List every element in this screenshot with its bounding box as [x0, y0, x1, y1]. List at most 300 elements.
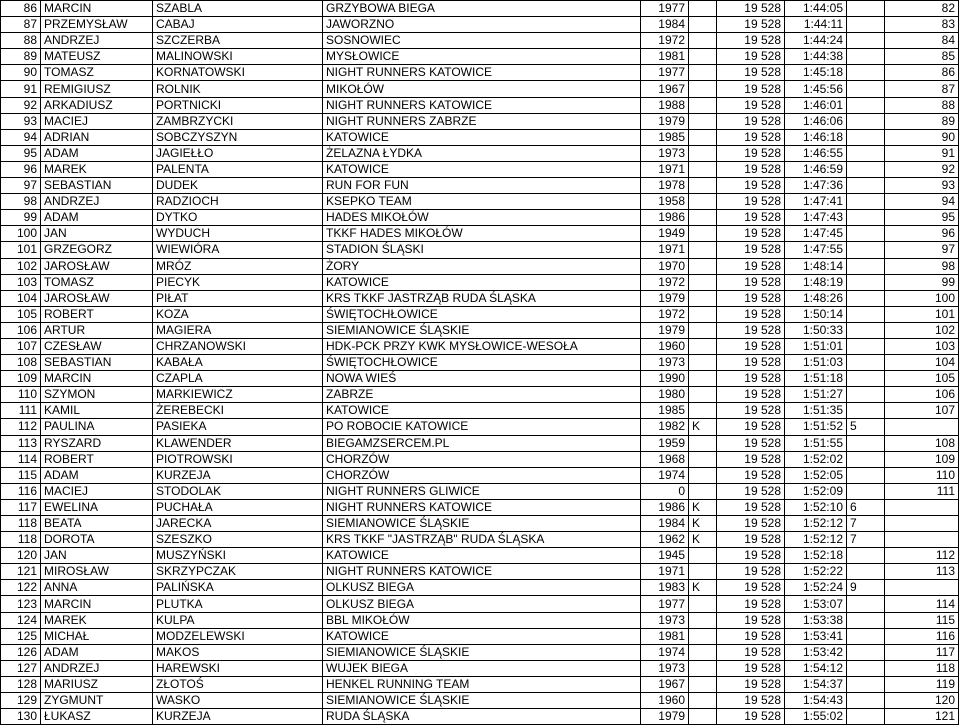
last-name-cell: KLAWENDER	[153, 435, 323, 451]
female-place-cell	[847, 17, 885, 33]
birth-year-cell: 1981	[641, 628, 689, 644]
sex-cell	[689, 709, 717, 725]
female-place-cell	[847, 338, 885, 354]
first-name-cell: JAN	[41, 226, 153, 242]
first-name-cell: SEBASTIAN	[41, 355, 153, 371]
female-place-cell	[847, 596, 885, 612]
first-name-cell: ROBERT	[41, 451, 153, 467]
birth-year-cell: 1979	[641, 322, 689, 338]
last-name-cell: CHRZANOWSKI	[153, 338, 323, 354]
birth-year-cell: 1981	[641, 49, 689, 65]
last-name-cell: PLUTKA	[153, 596, 323, 612]
first-name-cell: EWELINA	[41, 499, 153, 515]
distance-cell: 19 528	[717, 355, 785, 371]
club-cell: ŚWIĘTOCHŁOWICE	[323, 306, 641, 322]
place-cell: 95	[1, 145, 41, 161]
table-row	[1, 355, 959, 371]
male-place-cell	[885, 516, 959, 532]
male-place-cell: 113	[885, 564, 959, 580]
time-cell: 1:51:52	[785, 419, 847, 435]
first-name-cell: REMIGIUSZ	[41, 81, 153, 97]
time-cell: 1:52:24	[785, 580, 847, 596]
sex-cell	[689, 676, 717, 692]
time-cell: 1:48:14	[785, 258, 847, 274]
last-name-cell: ZAMBRZYCKI	[153, 113, 323, 129]
table-row	[1, 290, 959, 306]
place-cell: 97	[1, 178, 41, 194]
birth-year-cell: 1979	[641, 113, 689, 129]
place-cell: 130	[1, 709, 41, 725]
male-place-cell: 119	[885, 676, 959, 692]
last-name-cell: ZŁOTOŚ	[153, 676, 323, 692]
last-name-cell: PORTNICKI	[153, 97, 323, 113]
place-cell: 101	[1, 242, 41, 258]
table-row	[1, 612, 959, 628]
distance-cell: 19 528	[717, 580, 785, 596]
female-place-cell	[847, 644, 885, 660]
sex-cell	[689, 693, 717, 709]
place-cell: 100	[1, 226, 41, 242]
club-cell: NIGHT RUNNERS ZABRZE	[323, 113, 641, 129]
distance-cell: 19 528	[717, 451, 785, 467]
distance-cell: 19 528	[717, 258, 785, 274]
table-row	[1, 178, 959, 194]
first-name-cell: ADAM	[41, 644, 153, 660]
distance-cell: 19 528	[717, 81, 785, 97]
first-name-cell: ŁUKASZ	[41, 709, 153, 725]
distance-cell: 19 528	[717, 290, 785, 306]
birth-year-cell: 1988	[641, 97, 689, 113]
female-place-cell	[847, 210, 885, 226]
club-cell: SOSNOWIEC	[323, 33, 641, 49]
table-row	[1, 65, 959, 81]
first-name-cell: SEBASTIAN	[41, 178, 153, 194]
first-name-cell: DOROTA	[41, 532, 153, 548]
first-name-cell: TOMASZ	[41, 274, 153, 290]
place-cell: 125	[1, 628, 41, 644]
birth-year-cell: 0	[641, 483, 689, 499]
place-cell: 127	[1, 660, 41, 676]
last-name-cell: WYDUCH	[153, 226, 323, 242]
club-cell: MIKOŁÓW	[323, 81, 641, 97]
club-cell: KRS TKKF "JASTRZĄB" RUDA ŚLĄSKA	[323, 532, 641, 548]
place-cell: 102	[1, 258, 41, 274]
distance-cell: 19 528	[717, 612, 785, 628]
club-cell: KATOWICE	[323, 129, 641, 145]
club-cell: STADION ŚLĄSKI	[323, 242, 641, 258]
time-cell: 1:53:41	[785, 628, 847, 644]
sex-cell	[689, 628, 717, 644]
female-place-cell	[847, 81, 885, 97]
first-name-cell: ANDRZEJ	[41, 194, 153, 210]
time-cell: 1:45:56	[785, 81, 847, 97]
sex-cell	[689, 548, 717, 564]
male-place-cell: 107	[885, 403, 959, 419]
time-cell: 1:48:19	[785, 274, 847, 290]
female-place-cell: 5	[847, 419, 885, 435]
sex-cell	[689, 387, 717, 403]
last-name-cell: SZCZERBA	[153, 33, 323, 49]
first-name-cell: ARTUR	[41, 322, 153, 338]
club-cell: HDK-PCK PRZY KWK MYSŁOWICE-WESOŁA	[323, 338, 641, 354]
male-place-cell: 89	[885, 113, 959, 129]
place-cell: 87	[1, 17, 41, 33]
sex-cell	[689, 145, 717, 161]
results-body	[1, 1, 959, 725]
time-cell: 1:52:12	[785, 516, 847, 532]
first-name-cell: ZYGMUNT	[41, 693, 153, 709]
sex-cell: K	[689, 516, 717, 532]
female-place-cell	[847, 49, 885, 65]
sex-cell	[689, 564, 717, 580]
club-cell: KATOWICE	[323, 628, 641, 644]
table-row	[1, 338, 959, 354]
male-place-cell: 100	[885, 290, 959, 306]
female-place-cell	[847, 660, 885, 676]
club-cell: JAWORZNO	[323, 17, 641, 33]
place-cell: 88	[1, 33, 41, 49]
first-name-cell: RYSZARD	[41, 435, 153, 451]
female-place-cell	[847, 387, 885, 403]
female-place-cell	[847, 322, 885, 338]
distance-cell: 19 528	[717, 693, 785, 709]
club-cell: SIEMIANOWICE ŚLĄSKIE	[323, 693, 641, 709]
sex-cell: K	[689, 532, 717, 548]
table-row	[1, 419, 959, 435]
time-cell: 1:47:41	[785, 194, 847, 210]
male-place-cell: 101	[885, 306, 959, 322]
table-row	[1, 499, 959, 515]
birth-year-cell: 1970	[641, 258, 689, 274]
last-name-cell: DYTKO	[153, 210, 323, 226]
male-place-cell: 116	[885, 628, 959, 644]
birth-year-cell: 1984	[641, 17, 689, 33]
table-row	[1, 709, 959, 725]
birth-year-cell: 1973	[641, 355, 689, 371]
first-name-cell: ANNA	[41, 580, 153, 596]
sex-cell	[689, 596, 717, 612]
table-row	[1, 676, 959, 692]
female-place-cell	[847, 612, 885, 628]
male-place-cell: 84	[885, 33, 959, 49]
table-row	[1, 258, 959, 274]
time-cell: 1:52:18	[785, 548, 847, 564]
female-place-cell	[847, 242, 885, 258]
club-cell: NIGHT RUNNERS KATOWICE	[323, 65, 641, 81]
female-place-cell	[847, 435, 885, 451]
club-cell: ZABRZE	[323, 387, 641, 403]
birth-year-cell: 1958	[641, 194, 689, 210]
male-place-cell: 118	[885, 660, 959, 676]
table-row	[1, 81, 959, 97]
time-cell: 1:44:05	[785, 1, 847, 17]
last-name-cell: MARKIEWICZ	[153, 387, 323, 403]
first-name-cell: ADRIAN	[41, 129, 153, 145]
first-name-cell: ANDRZEJ	[41, 660, 153, 676]
club-cell: OLKUSZ BIEGA	[323, 580, 641, 596]
last-name-cell: MRÓZ	[153, 258, 323, 274]
first-name-cell: MARCIN	[41, 596, 153, 612]
last-name-cell: SZABLA	[153, 1, 323, 17]
birth-year-cell: 1967	[641, 81, 689, 97]
first-name-cell: KAMIL	[41, 403, 153, 419]
club-cell: MYSŁOWICE	[323, 49, 641, 65]
sex-cell	[689, 338, 717, 354]
last-name-cell: KOZA	[153, 306, 323, 322]
birth-year-cell: 1968	[641, 451, 689, 467]
sex-cell	[689, 49, 717, 65]
place-cell: 108	[1, 355, 41, 371]
distance-cell: 19 528	[717, 403, 785, 419]
female-place-cell	[847, 451, 885, 467]
last-name-cell: MODZELEWSKI	[153, 628, 323, 644]
club-cell: WUJEK BIEGA	[323, 660, 641, 676]
club-cell: KATOWICE	[323, 548, 641, 564]
distance-cell: 19 528	[717, 194, 785, 210]
male-place-cell: 103	[885, 338, 959, 354]
table-row	[1, 467, 959, 483]
place-cell: 106	[1, 322, 41, 338]
sex-cell	[689, 322, 717, 338]
first-name-cell: MARCIN	[41, 371, 153, 387]
place-cell: 121	[1, 564, 41, 580]
last-name-cell: CZAPLA	[153, 371, 323, 387]
last-name-cell: MALINOWSKI	[153, 49, 323, 65]
time-cell: 1:52:12	[785, 532, 847, 548]
place-cell: 110	[1, 387, 41, 403]
male-place-cell: 120	[885, 693, 959, 709]
place-cell: 107	[1, 338, 41, 354]
sex-cell	[689, 129, 717, 145]
first-name-cell: MACIEJ	[41, 113, 153, 129]
club-cell: SIEMIANOWICE ŚLĄSKIE	[323, 644, 641, 660]
last-name-cell: KORNATOWSKI	[153, 65, 323, 81]
female-place-cell	[847, 194, 885, 210]
first-name-cell: ADAM	[41, 210, 153, 226]
club-cell: NIGHT RUNNERS KATOWICE	[323, 564, 641, 580]
place-cell: 118	[1, 516, 41, 532]
place-cell: 104	[1, 290, 41, 306]
birth-year-cell: 1977	[641, 596, 689, 612]
club-cell: BIEGAMZSERCEM.PL	[323, 435, 641, 451]
last-name-cell: KULPA	[153, 612, 323, 628]
table-row	[1, 274, 959, 290]
birth-year-cell: 1990	[641, 371, 689, 387]
female-place-cell	[847, 403, 885, 419]
birth-year-cell: 1972	[641, 306, 689, 322]
first-name-cell: ADAM	[41, 145, 153, 161]
male-place-cell: 108	[885, 435, 959, 451]
male-place-cell: 112	[885, 548, 959, 564]
place-cell: 93	[1, 113, 41, 129]
place-cell: 109	[1, 371, 41, 387]
male-place-cell: 92	[885, 161, 959, 177]
last-name-cell: PIŁAT	[153, 290, 323, 306]
female-place-cell	[847, 306, 885, 322]
last-name-cell: CABAJ	[153, 17, 323, 33]
time-cell: 1:52:02	[785, 451, 847, 467]
distance-cell: 19 528	[717, 178, 785, 194]
female-place-cell	[847, 65, 885, 81]
time-cell: 1:45:18	[785, 65, 847, 81]
sex-cell	[689, 403, 717, 419]
male-place-cell: 117	[885, 644, 959, 660]
male-place-cell: 94	[885, 194, 959, 210]
table-row	[1, 194, 959, 210]
table-row	[1, 596, 959, 612]
birth-year-cell: 1959	[641, 435, 689, 451]
club-cell: OLKUSZ BIEGA	[323, 596, 641, 612]
birth-year-cell: 1979	[641, 290, 689, 306]
first-name-cell: GRZEGORZ	[41, 242, 153, 258]
place-cell: 98	[1, 194, 41, 210]
female-place-cell: 7	[847, 516, 885, 532]
distance-cell: 19 528	[717, 113, 785, 129]
time-cell: 1:47:55	[785, 242, 847, 258]
time-cell: 1:51:55	[785, 435, 847, 451]
female-place-cell	[847, 709, 885, 725]
club-cell: GRZYBOWA BIEGA	[323, 1, 641, 17]
male-place-cell: 86	[885, 65, 959, 81]
female-place-cell	[847, 178, 885, 194]
club-cell: RUN FOR FUN	[323, 178, 641, 194]
distance-cell: 19 528	[717, 709, 785, 725]
female-place-cell	[847, 226, 885, 242]
time-cell: 1:53:42	[785, 644, 847, 660]
last-name-cell: MAKOS	[153, 644, 323, 660]
birth-year-cell: 1982	[641, 419, 689, 435]
birth-year-cell: 1973	[641, 660, 689, 676]
first-name-cell: SZYMON	[41, 387, 153, 403]
club-cell: HADES MIKOŁÓW	[323, 210, 641, 226]
male-place-cell: 106	[885, 387, 959, 403]
distance-cell: 19 528	[717, 1, 785, 17]
distance-cell: 19 528	[717, 387, 785, 403]
club-cell: KRS TKKF JASTRZĄB RUDA ŚLĄSKA	[323, 290, 641, 306]
birth-year-cell: 1945	[641, 548, 689, 564]
time-cell: 1:51:27	[785, 387, 847, 403]
club-cell: NIGHT RUNNERS KATOWICE	[323, 499, 641, 515]
male-place-cell: 96	[885, 226, 959, 242]
birth-year-cell: 1974	[641, 644, 689, 660]
male-place-cell	[885, 580, 959, 596]
place-cell: 96	[1, 161, 41, 177]
first-name-cell: MICHAŁ	[41, 628, 153, 644]
distance-cell: 19 528	[717, 242, 785, 258]
time-cell: 1:54:37	[785, 676, 847, 692]
distance-cell: 19 528	[717, 564, 785, 580]
time-cell: 1:46:06	[785, 113, 847, 129]
time-cell: 1:44:24	[785, 33, 847, 49]
table-row	[1, 17, 959, 33]
table-row	[1, 129, 959, 145]
female-place-cell: 7	[847, 532, 885, 548]
place-cell: 91	[1, 81, 41, 97]
first-name-cell: MACIEJ	[41, 483, 153, 499]
last-name-cell: PIOTROWSKI	[153, 451, 323, 467]
place-cell: 126	[1, 644, 41, 660]
sex-cell	[689, 33, 717, 49]
last-name-cell: SZESZKO	[153, 532, 323, 548]
first-name-cell: MIROSŁAW	[41, 564, 153, 580]
female-place-cell	[847, 129, 885, 145]
table-row	[1, 483, 959, 499]
club-cell: KATOWICE	[323, 161, 641, 177]
distance-cell: 19 528	[717, 628, 785, 644]
distance-cell: 19 528	[717, 483, 785, 499]
female-place-cell: 9	[847, 580, 885, 596]
birth-year-cell: 1973	[641, 145, 689, 161]
female-place-cell	[847, 548, 885, 564]
sex-cell	[689, 1, 717, 17]
club-cell: CHORZÓW	[323, 451, 641, 467]
time-cell: 1:46:59	[785, 161, 847, 177]
distance-cell: 19 528	[717, 210, 785, 226]
time-cell: 1:50:33	[785, 322, 847, 338]
club-cell: ŚWIĘTOCHŁOWICE	[323, 355, 641, 371]
female-place-cell	[847, 33, 885, 49]
sex-cell	[689, 81, 717, 97]
birth-year-cell: 1986	[641, 499, 689, 515]
male-place-cell: 87	[885, 81, 959, 97]
distance-cell: 19 528	[717, 17, 785, 33]
club-cell: ŻELAZNA ŁYDKA	[323, 145, 641, 161]
birth-year-cell: 1949	[641, 226, 689, 242]
female-place-cell	[847, 628, 885, 644]
distance-cell: 19 528	[717, 226, 785, 242]
place-cell: 114	[1, 451, 41, 467]
sex-cell	[689, 210, 717, 226]
last-name-cell: KABAŁA	[153, 355, 323, 371]
first-name-cell: CZESŁAW	[41, 338, 153, 354]
birth-year-cell: 1979	[641, 709, 689, 725]
female-place-cell	[847, 1, 885, 17]
female-place-cell	[847, 676, 885, 692]
time-cell: 1:44:38	[785, 49, 847, 65]
table-row	[1, 644, 959, 660]
last-name-cell: MUSZYŃSKI	[153, 548, 323, 564]
sex-cell	[689, 258, 717, 274]
sex-cell	[689, 467, 717, 483]
sex-cell: K	[689, 499, 717, 515]
sex-cell	[689, 451, 717, 467]
club-cell: KSEPKO TEAM	[323, 194, 641, 210]
time-cell: 1:53:07	[785, 596, 847, 612]
male-place-cell: 91	[885, 145, 959, 161]
time-cell: 1:52:09	[785, 483, 847, 499]
club-cell: HENKEL RUNNING TEAM	[323, 676, 641, 692]
sex-cell	[689, 355, 717, 371]
first-name-cell: MATEUSZ	[41, 49, 153, 65]
male-place-cell: 97	[885, 242, 959, 258]
birth-year-cell: 1977	[641, 1, 689, 17]
table-row	[1, 628, 959, 644]
last-name-cell: PIECYK	[153, 274, 323, 290]
last-name-cell: MAGIERA	[153, 322, 323, 338]
last-name-cell: JAGIEŁŁO	[153, 145, 323, 161]
club-cell: CHORZÓW	[323, 467, 641, 483]
birth-year-cell: 1985	[641, 403, 689, 419]
table-row	[1, 435, 959, 451]
table-row	[1, 97, 959, 113]
table-row	[1, 322, 959, 338]
last-name-cell: STODOLAK	[153, 483, 323, 499]
female-place-cell	[847, 290, 885, 306]
distance-cell: 19 528	[717, 274, 785, 290]
club-cell: TKKF HADES MIKOŁÓW	[323, 226, 641, 242]
sex-cell	[689, 17, 717, 33]
first-name-cell: MARIUSZ	[41, 676, 153, 692]
